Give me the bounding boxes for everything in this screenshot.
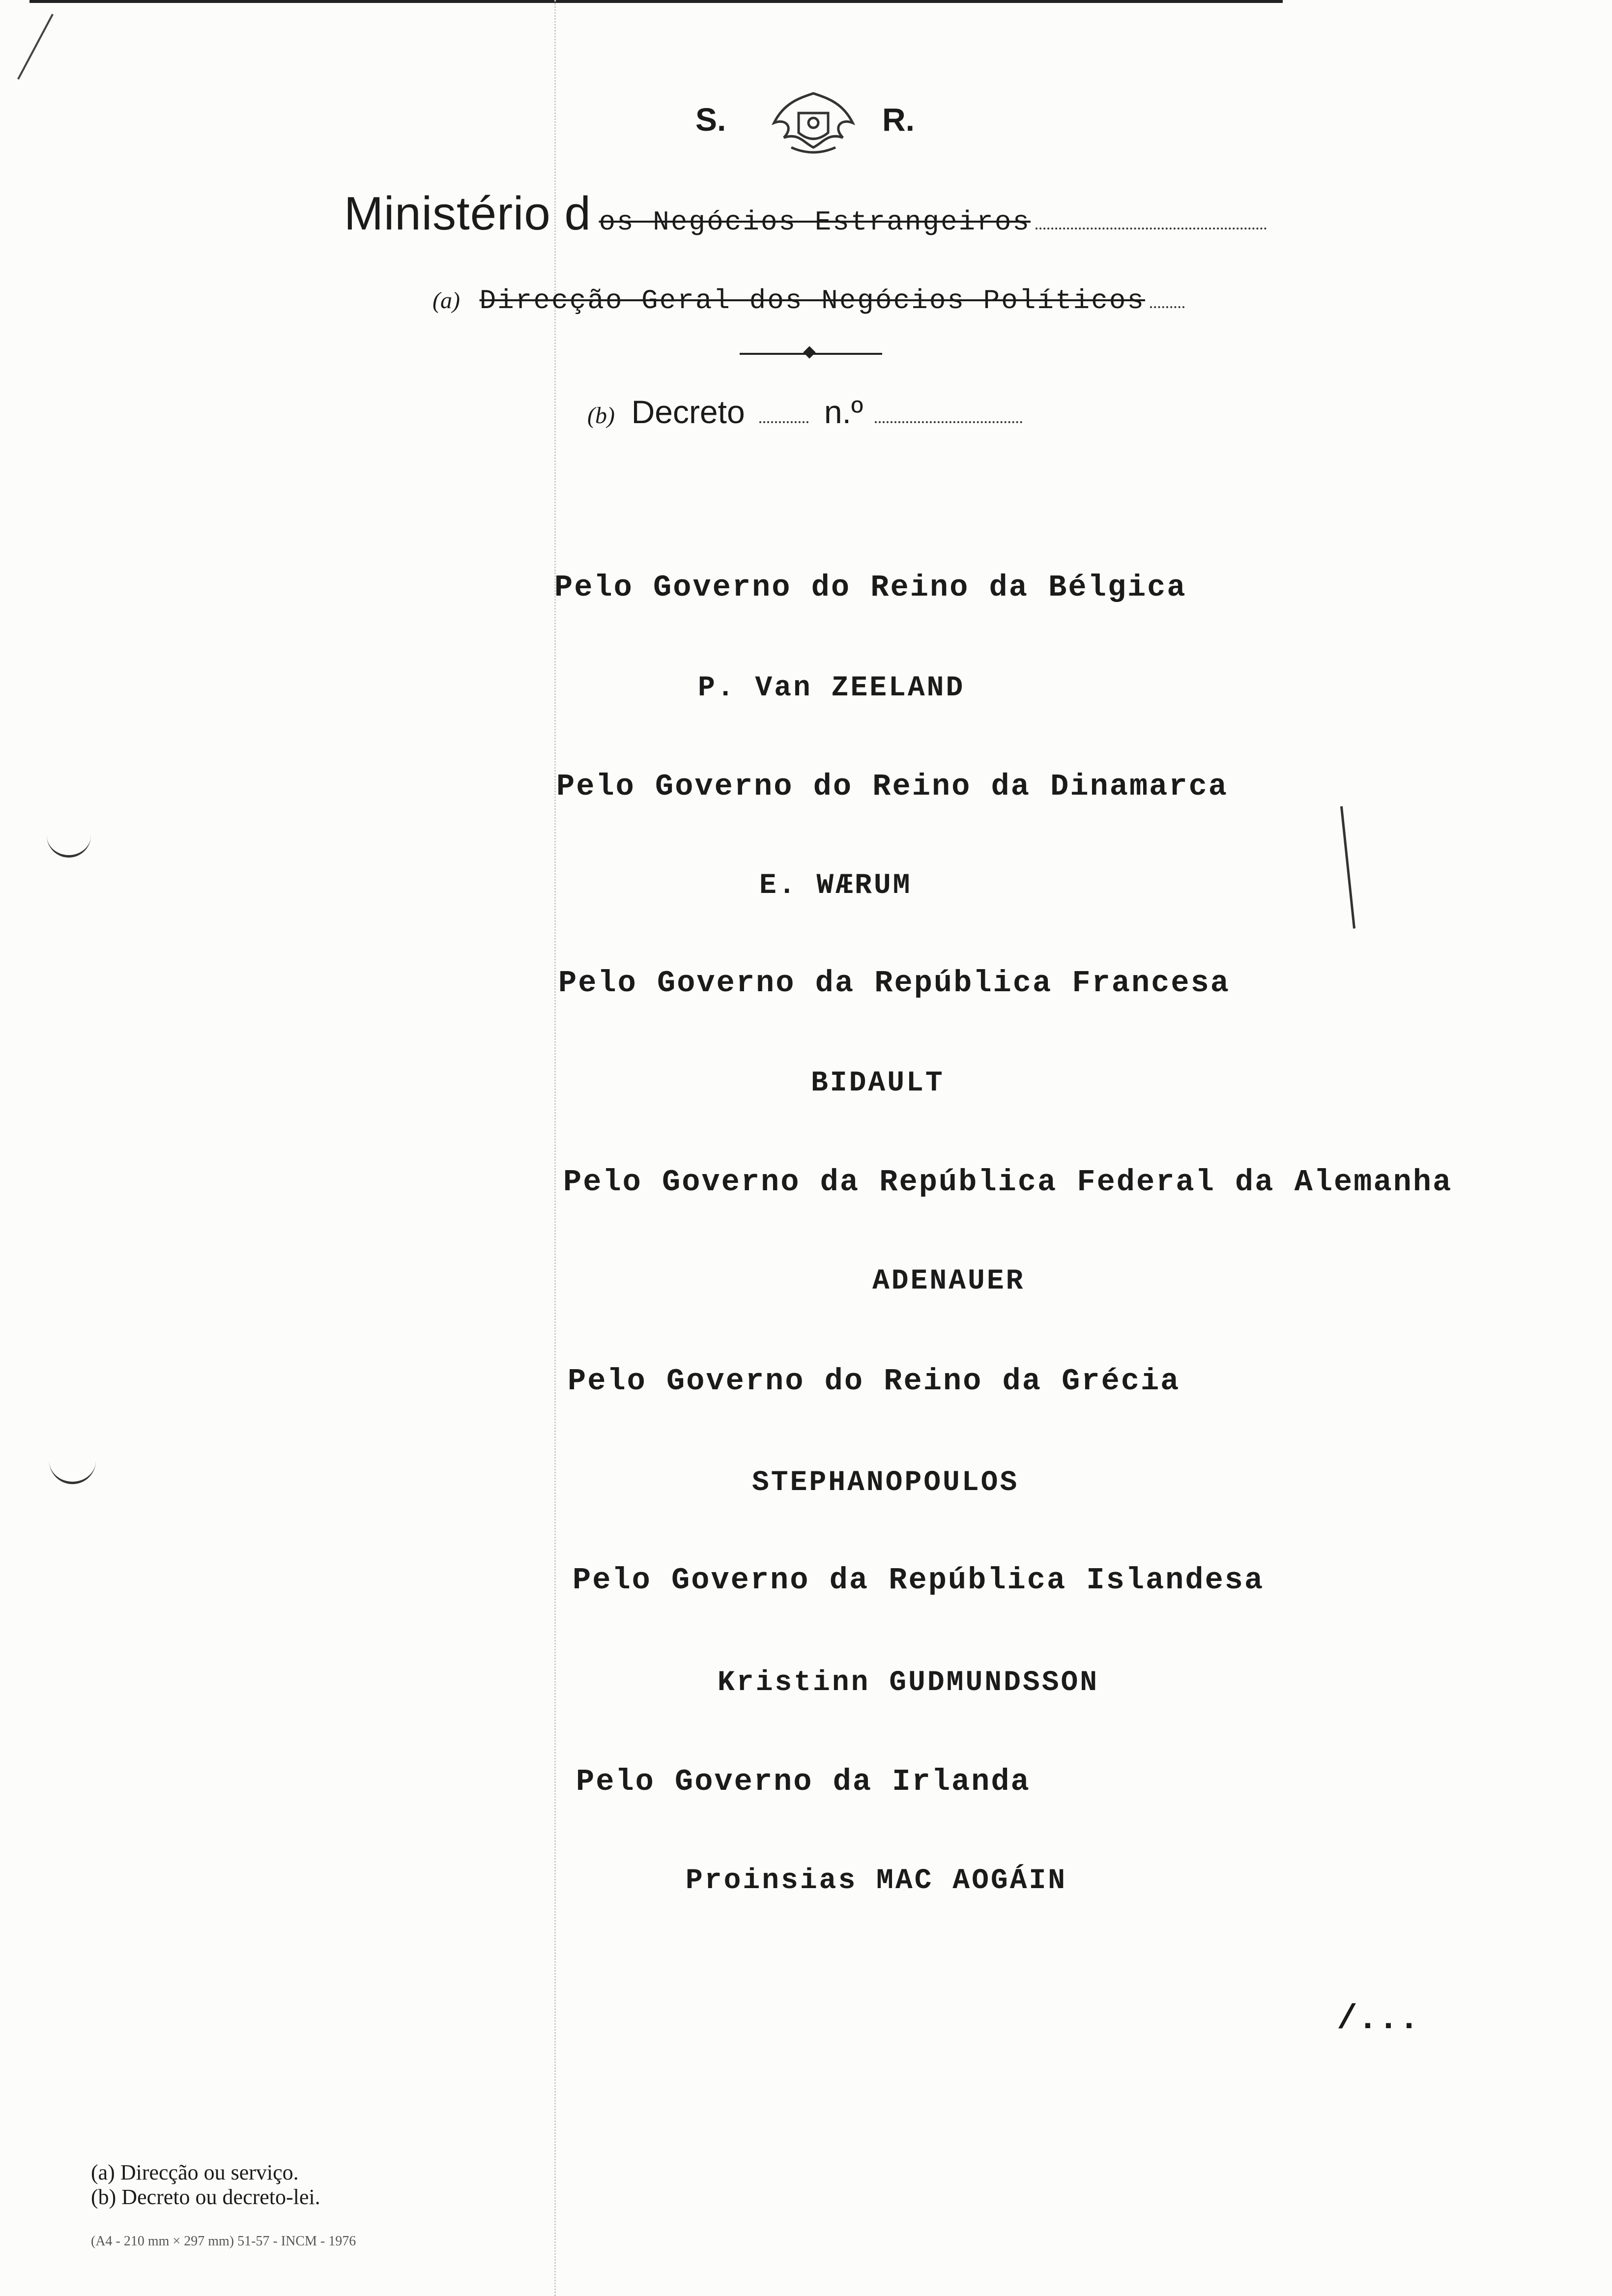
punch-hole-lower [49,1460,96,1484]
footnote-a: (a) Direcção ou serviço. [91,2160,299,2184]
government-denmark: Pelo Governo do Reino da Dinamarca [556,769,1229,804]
margin-mark [1340,806,1355,928]
signer-belgium: P. Van ZEELAND [698,672,965,704]
decree-marker: (b) [587,402,615,429]
government-france: Pelo Governo da República Francesa [558,966,1231,1001]
direction-line [432,285,1184,316]
header-right-initial: R. [882,101,915,138]
print-code: (A4 - 210 mm × 297 mm) 51-57 - INCM - 1976 [91,2234,356,2249]
government-greece: Pelo Governo do Reino da Grécia [568,1364,1180,1399]
corner-mark [17,14,54,80]
signer-germany: ADENAUER [872,1265,1025,1297]
ministry-line [344,187,1267,241]
government-germany: Pelo Governo da República Federal da Alemanha [563,1165,1453,1200]
ministry-filled: os Negócios Estrangeiros [599,206,1031,238]
ministry-prefix: Ministério d [344,187,591,240]
ministry-dotted-fill [1036,228,1267,230]
rule-diamond [803,346,815,358]
signer-france: BIDAULT [811,1067,945,1099]
signer-denmark: E. WÆRUM [759,870,912,902]
government-iceland: Pelo Governo da República Islandesa [573,1563,1265,1598]
coat-of-arms-icon [764,84,863,162]
government-ireland: Pelo Governo da Irlanda [576,1764,1031,1799]
footnote-b: (b) Decreto ou decreto-lei. [91,2185,320,2209]
decree-type-fill [759,421,808,423]
government-belgium: Pelo Governo do Reino da Bélgica [554,570,1187,605]
centre-fold-line [554,0,556,2296]
continuation-mark: /... [1337,2000,1420,2039]
page-top-edge [29,0,1283,3]
header-left-initial: S. [695,101,726,138]
decree-line [587,393,1022,430]
signer-iceland: Kristinn GUDMUNDSSON [718,1667,1099,1699]
punch-hole-upper [47,835,91,858]
signer-greece: STEPHANOPOULOS [752,1467,1019,1499]
decree-number-label: n.º [824,394,864,430]
decree-label: Decreto [631,394,745,430]
direction-filled: Direcção Geral dos Negócios Políticos [479,285,1145,316]
direction-dotted-fill [1150,306,1184,308]
decree-number-fill [875,421,1022,423]
signer-ireland: Proinsias MAC AOGÁIN [686,1865,1067,1897]
direction-marker: (a) [432,287,460,314]
